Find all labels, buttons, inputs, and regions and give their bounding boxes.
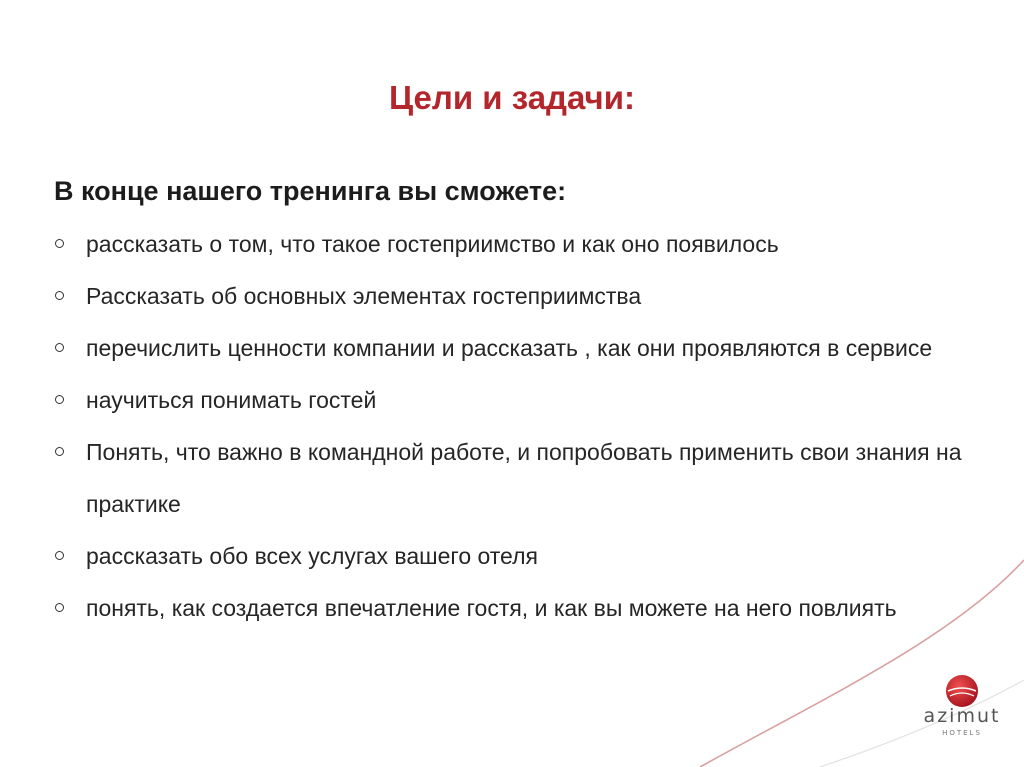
list-item: [54, 374, 974, 426]
slide-subtitle: В конце нашего тренинга вы сможете:: [54, 176, 567, 206]
list-item: [54, 426, 974, 530]
list-item-text: рассказать обо всех услугах вашего отеля: [86, 543, 538, 569]
logo-subtext: HOTELS: [942, 729, 982, 737]
logo-wordmark: azimut: [923, 705, 1001, 727]
list-item: [54, 270, 974, 322]
list-item-text: понять, как создается впечатление гостя, и как вы можете на него повлиять: [86, 595, 897, 621]
list-item-text: перечислить ценности компании и рассказать , как они проявляются в сервисе: [86, 335, 933, 361]
azimut-logo: [912, 674, 1012, 744]
globe-logo-icon: [945, 674, 979, 708]
list-item: [54, 530, 974, 582]
circle-bullet-icon: [55, 395, 64, 404]
circle-bullet-icon: [55, 343, 64, 352]
list-item-text: Понять, что важно в командной работе, и попробовать применить свои знания на практике: [86, 439, 962, 517]
list-item-text: рассказать о том, что такое гостеприимство и как оно появилось: [86, 231, 779, 257]
list-item: [54, 322, 974, 374]
list-item-text: Рассказать об основных элементах гостеприимства: [86, 283, 642, 309]
goals-list: [54, 218, 974, 634]
circle-bullet-icon: [55, 603, 64, 612]
list-item-text: научиться понимать гостей: [86, 387, 377, 413]
slide-title: Цели и задачи:: [389, 79, 635, 116]
circle-bullet-icon: [55, 551, 64, 560]
list-item: [54, 582, 974, 634]
circle-bullet-icon: [55, 291, 64, 300]
circle-bullet-icon: [55, 239, 64, 248]
circle-bullet-icon: [55, 447, 64, 456]
list-item: [54, 218, 974, 270]
